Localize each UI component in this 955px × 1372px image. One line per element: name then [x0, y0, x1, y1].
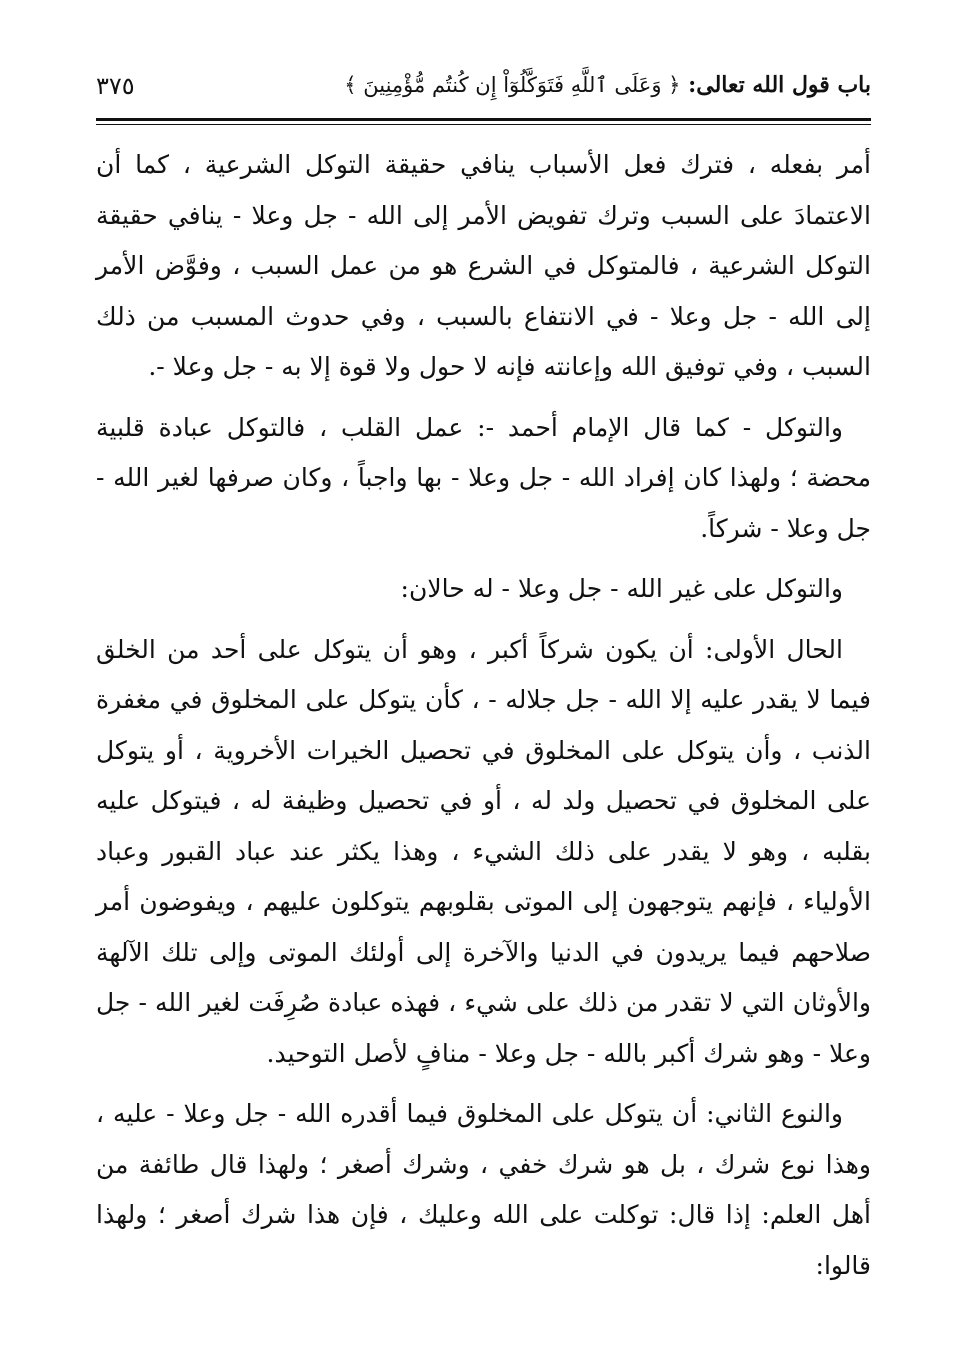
page-number: ٣٧٥: [96, 72, 135, 100]
paragraph-4: الحال الأولى: أن يكون شركاً أكبر ، وهو أن يتوكل على أحد من الخلق فيما لا يقدر عليه إلا الله - جل جلاله - ، كأن يتوكل على المخلوق في مغفرة الذنب ، وأن يتوكل على المخلوق في تحصيل الخيرات الأخروية ، أو يتوكل على المخلوق في تحصيل ولد له ، أو في تحصيل وظيفة له ، فيتوكل عليه بقلبه ، وهو لا يقدر على ذلك الشيء ، وهذا يكثر عند عباد القبور وعباد الأولياء ، فإنهم يتوجهون إلى الموتى بقلوبهم يتوكلون عليهم ، ويفوضون أمر صلاحهم فيما يريدون في الدنيا والآخرة إلى أولئك الموتى وإلى تلك الآلهة والأوثان التي لا تقدر من ذلك على شيء ، فهذه عبادة صُرِفَت لغير الله - جل وعلا - وهو شرك أكبر بالله - جل وعلا - منافٍ لأصل التوحيد.: [96, 634, 871, 1068]
running-header: [96, 72, 871, 116]
chapter-title-text: باب قول الله تعالى:: [688, 72, 871, 98]
book-page: [96, 0, 871, 1372]
paragraph-5: والنوع الثاني: أن يتوكل على المخلوق فيما أقدره الله - جل وعلا - عليه ، وهذا نوع شرك ، بل هو شرك خفي ، وشرك أصغر ؛ ولهذا قال طائفة من أهل العلم: إذا قال: توكلت على الله وعليك ، فإن هذا شرك أصغر ؛ ولهذا قالوا:: [96, 1099, 871, 1280]
paragraph-2: والتوكل - كما قال الإمام أحمد -: عمل القلب ، فالتوكل عبادة قلبية محضة ؛ ولهذا كان إفراد الله - جل وعلا - بها واجباً ، وكان صرفها لغير الله - جل وعلا - شركاً.: [96, 412, 871, 543]
quran-verse: ﴿ وَعَلَى ٱللَّهِ فَتَوَكَّلُوٓاْ إِن كُنتُم مُّؤْمِنِينَ ﴾: [344, 73, 681, 97]
paragraph-3: والتوكل على غير الله - جل وعلا - له حالان:: [400, 574, 843, 603]
header-rule-thin: [96, 124, 871, 125]
body-text: [96, 140, 871, 1301]
chapter-title: [344, 72, 871, 98]
header-rule-thick: [96, 118, 871, 121]
paragraph-1: أمر بفعله ، فترك فعل الأسباب ينافي حقيقة التوكل الشرعية ، كما أن الاعتمادَ على السبب وترك تفويض الأمر إلى الله - جل وعلا - ينافي حقيقة التوكل الشرعية ، فالمتوكل في الشرع هو من عمل السبب ، وفوَّض الأمر إلى الله - جل وعلا - في الانتفاع بالسبب ، وفي حدوث المسبب من ذلك السبب ، وفي توفيق الله وإعانته فإنه لا حول ولا قوة إلا به - جل وعلا -.: [96, 150, 871, 381]
